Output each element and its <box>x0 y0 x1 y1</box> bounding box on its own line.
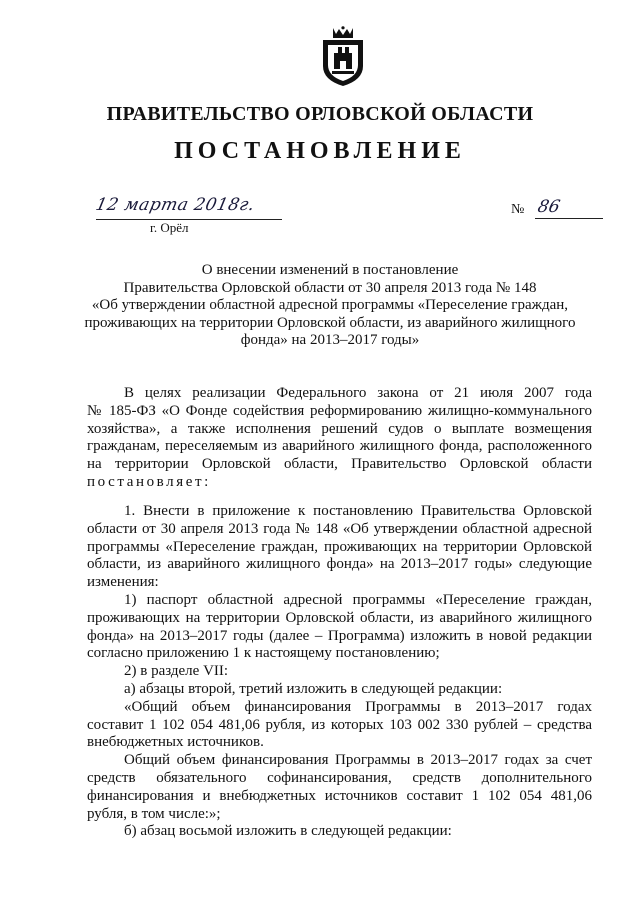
text-line: № 185-ФЗ «О Фонде содействия реформированию жилищно-коммунального <box>87 402 592 419</box>
text-line: фонда» на 2013–2017 годы (далее – Программа) изложить в новой редакции <box>87 627 592 644</box>
text-line: гражданам, переселяемым из аварийного жилищного фонда, расположенного <box>87 438 592 455</box>
text-line: 1) паспорт областной адресной программы «Переселение граждан, <box>124 591 592 608</box>
text-line: 2) в разделе VII: <box>124 663 229 680</box>
subject-line: проживающих на территории Орловской области, из аварийного жилищного <box>84 314 576 331</box>
handwritten-date: 12 марта 2018г. <box>93 195 257 215</box>
text-line: на территории Орловской области, Правительство Орловской области <box>87 456 592 473</box>
text-line: постановляет: <box>87 473 211 490</box>
date-field <box>93 195 282 220</box>
item-1 <box>87 503 592 841</box>
city: г. Орёл <box>150 220 189 235</box>
number-field <box>511 197 603 219</box>
text-line: хозяйства», а также исполнения решений судов о выплате возмещения <box>87 420 592 437</box>
preamble <box>87 385 592 492</box>
text-line: согласно приложению 1 к настоящему постановлению; <box>87 645 440 662</box>
subject-line: «Об утверждении областной адресной программы «Переселение граждан, <box>91 297 569 313</box>
text-line: рубля, в том числе:»; <box>87 805 221 822</box>
text-line: программы «Переселение граждан, проживающих на территории Орловской <box>87 538 592 555</box>
subject-line: О внесении изменений в постановление <box>201 262 459 278</box>
text-line: 1. Внести в приложение к постановлению Правительства Орловской <box>124 503 592 519</box>
number-sign: № <box>511 202 525 217</box>
subject-line: фонда» на 2013–2017 годы» <box>240 332 420 348</box>
text-line: проживающих на территории Орловской области, из аварийного жилищного <box>87 609 592 626</box>
text-line: б) абзац восьмой изложить в следующей редакции: <box>124 823 452 840</box>
text-line: Общий объем финансирования Программы в 2013–2017 годах за счет <box>124 752 592 769</box>
text-line: области, из аварийного жилищного фонда» на 2013–2017 годы» следующие <box>87 556 592 573</box>
text-line: изменения: <box>87 574 159 591</box>
text-line: «Общий объем финансирования Программы в 2013–2017 годах <box>124 698 592 715</box>
text-line: В целях реализации Федерального закона от 21 июля 2007 года <box>124 385 592 401</box>
text-line: финансирования и внебюджетных источников составит 1 102 054 481,06 <box>87 787 592 804</box>
org-title: ПРАВИТЕЛЬСТВО ОРЛОВСКОЙ ОБЛАСТИ <box>106 103 534 125</box>
text-line: средств обязательного софинансирования, средств дополнительного <box>87 769 592 786</box>
document-type: ПОСТАНОВЛЕНИЕ <box>174 138 466 164</box>
subject-line: Правительства Орловской области от 30 апреля 2013 года № 148 <box>123 279 537 296</box>
text-line: а) абзацы второй, третий изложить в следующей редакции: <box>124 680 503 697</box>
text-line: составит 1 102 054 481,06 рубля, из которых 103 002 330 рублей – средства <box>87 716 592 733</box>
text-line: внебюджетных источников. <box>87 734 264 751</box>
coat-of-arms-icon <box>319 26 367 88</box>
subject-title <box>70 262 590 350</box>
number-underline <box>535 218 603 219</box>
text-line: области от 30 апреля 2013 года № 148 «Об утверждении областной адресной <box>87 520 592 537</box>
handwritten-number: 86 <box>535 197 562 217</box>
